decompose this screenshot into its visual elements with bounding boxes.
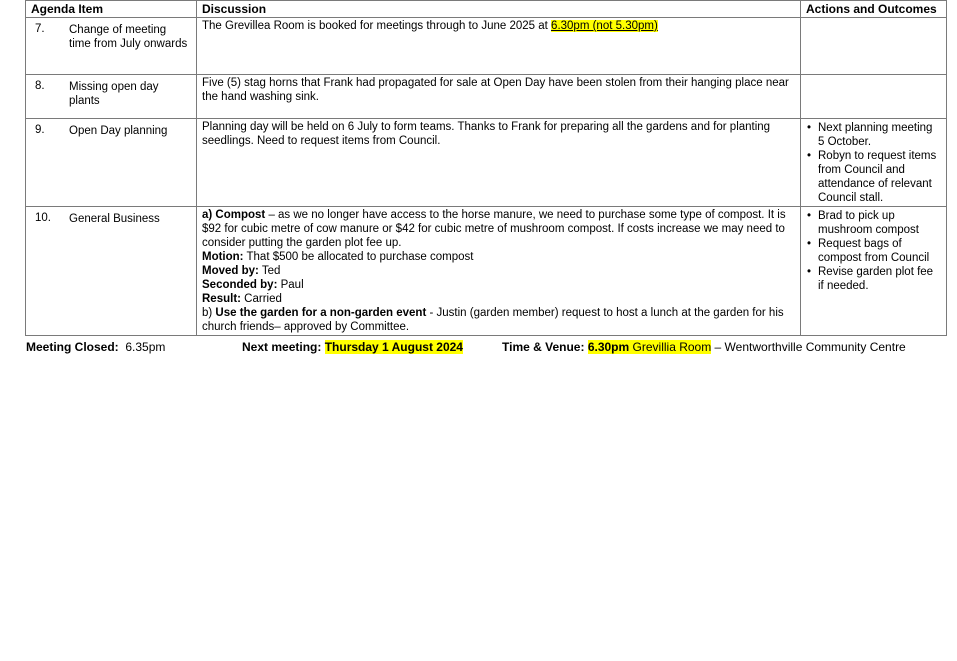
- header-discussion: Discussion: [197, 1, 801, 18]
- next-meeting: [242, 340, 463, 354]
- seconded-line: [202, 278, 795, 292]
- venue-location: – Wentworthville Community Centre: [711, 340, 906, 354]
- venue-time: 6.30pm: [587, 340, 630, 354]
- compost-paragraph: [202, 208, 795, 250]
- meeting-footer: [26, 340, 946, 356]
- action-item: • Next planning meeting 5 October.: [817, 121, 941, 149]
- agenda-number: 7.: [35, 23, 45, 35]
- table-row: [26, 18, 947, 75]
- compost-label: a) Compost: [202, 209, 266, 221]
- minutes-table: [25, 0, 947, 336]
- actions-list: [806, 209, 941, 293]
- agenda-title: General Business: [69, 213, 160, 225]
- actions-cell: [801, 18, 947, 75]
- seconded-text: Paul: [277, 279, 304, 291]
- agenda-title: Missing open day plants: [69, 81, 159, 107]
- agenda-number: 9.: [35, 124, 45, 136]
- agenda-number: 8.: [35, 80, 45, 92]
- event-text: - Justin (garden member) request to host a lunch at the garden for his church friends– approved by Committee.: [202, 307, 784, 333]
- action-item: • Request bags of compost from Council: [817, 237, 941, 265]
- seconded-label: Seconded by:: [202, 279, 278, 291]
- agenda-cell: [26, 207, 197, 336]
- venue-room: Grevillia Room: [632, 340, 712, 354]
- meeting-closed-value: 6.35pm: [125, 340, 166, 354]
- table-header-row: [26, 1, 947, 18]
- action-item: • Revise garden plot fee if needed.: [817, 265, 941, 293]
- table-row: [26, 119, 947, 207]
- result-text: Carried: [240, 293, 282, 305]
- agenda-title: Change of meeting time from July onwards: [69, 24, 188, 50]
- moved-line: [202, 264, 795, 278]
- result-label: Result:: [202, 293, 241, 305]
- moved-text: Ted: [258, 265, 281, 277]
- moved-label: Moved by:: [202, 265, 259, 277]
- actions-cell: [801, 75, 947, 119]
- discussion-text: Planning day will be held on 6 July to form teams. Thanks to Frank for preparing all the gardens and for planting seedlings. Need to request items from Council.: [202, 121, 771, 147]
- event-paragraph: [202, 306, 795, 334]
- discussion-text: The Grevillea Room is booked for meetings through to June 2025 at: [202, 20, 552, 32]
- time-venue-label: Time & Venue:: [502, 340, 585, 354]
- motion-text: That $500 be allocated to purchase compost: [243, 251, 474, 263]
- motion-line: [202, 250, 795, 264]
- agenda-title: Open Day planning: [69, 125, 168, 137]
- result-line: [202, 292, 795, 306]
- meeting-closed-label: Meeting Closed:: [26, 340, 119, 354]
- event-label: Use the garden for a non-garden event: [215, 307, 427, 319]
- discussion-text: Five (5) stag horns that Frank had propagated for sale at Open Day have been stolen from their hanging place near the hand washing sink.: [202, 77, 789, 103]
- agenda-cell: [26, 119, 197, 207]
- action-item: • Robyn to request items from Council and attendance of relevant Council stall.: [817, 149, 941, 205]
- agenda-number: 10.: [35, 212, 51, 224]
- next-meeting-date: Thursday 1 August 2024: [324, 340, 463, 354]
- event-prefix: b): [202, 307, 216, 319]
- highlighted-time: 6.30pm (not 5.30pm): [551, 20, 658, 32]
- header-agenda-item: Agenda Item: [26, 1, 197, 18]
- next-meeting-label: Next meeting:: [242, 340, 322, 354]
- actions-list: [806, 121, 941, 205]
- meeting-closed: [26, 340, 165, 354]
- discussion-cell: [197, 119, 801, 207]
- discussion-cell: [197, 18, 801, 75]
- discussion-cell: [197, 207, 801, 336]
- header-actions-outcomes: Actions and Outcomes: [801, 1, 947, 18]
- compost-text: – as we no longer have access to the horse manure, we need to purchase some type of compost. It is $92 for cubic metre of cow manure or $42 for cubic metre of mushroom compost. If costs increase we may need to consider putting the garden plot fee up.: [202, 209, 786, 249]
- actions-cell: [801, 119, 947, 207]
- table-row: [26, 75, 947, 119]
- time-venue: [502, 340, 906, 354]
- action-item: • Brad to pick up mushroom compost: [817, 209, 941, 237]
- agenda-cell: [26, 18, 197, 75]
- discussion-cell: [197, 75, 801, 119]
- agenda-cell: [26, 75, 197, 119]
- actions-cell: [801, 207, 947, 336]
- motion-label: Motion:: [202, 251, 244, 263]
- table-row: [26, 207, 947, 336]
